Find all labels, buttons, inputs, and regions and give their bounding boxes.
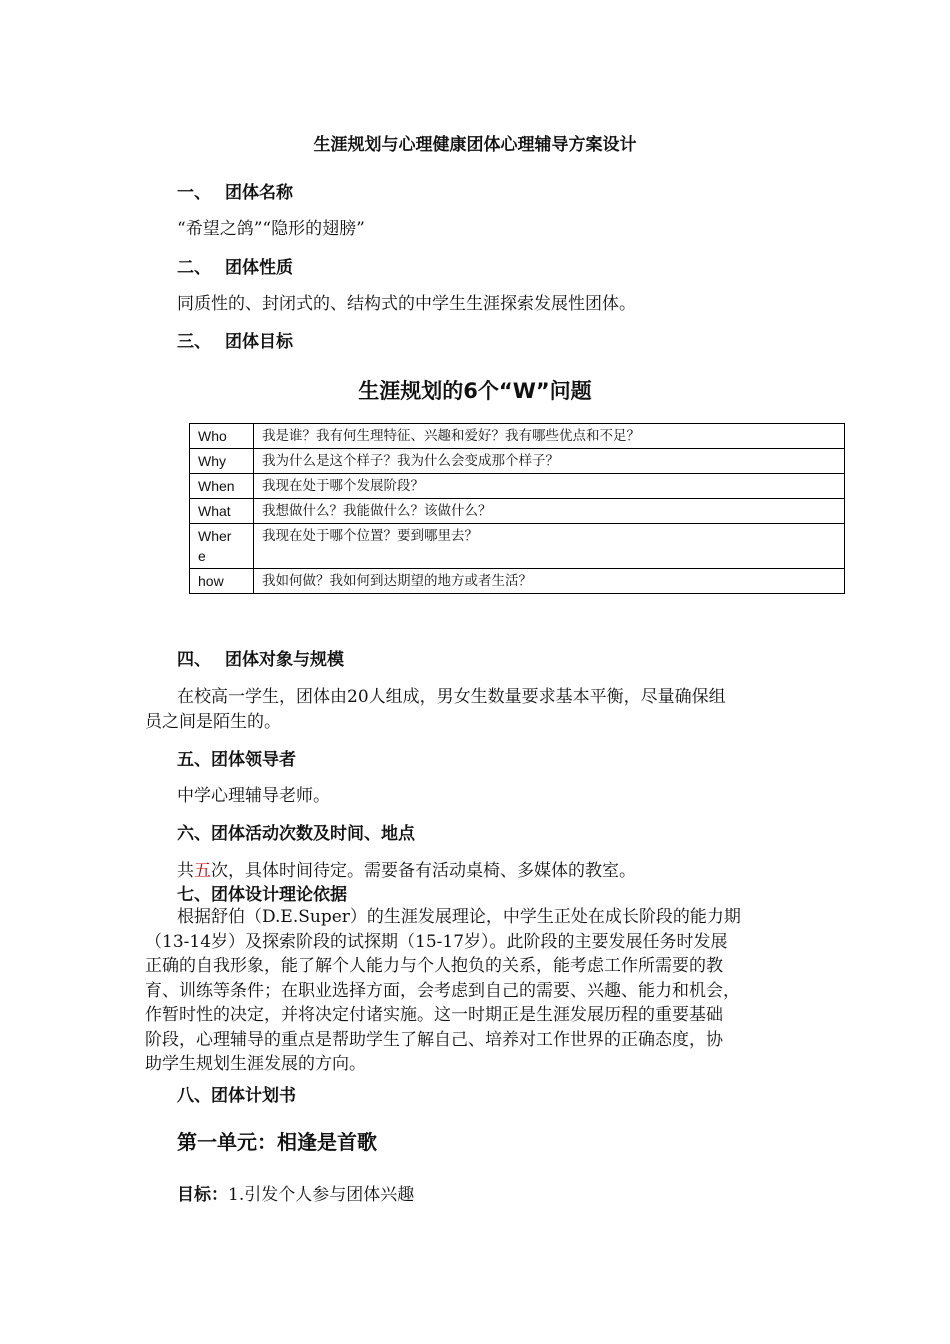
section-1-title: 团体名称: [225, 183, 293, 203]
section-6-text: [177, 856, 636, 881]
unit-1-goal: [177, 1180, 414, 1205]
section-7-line: 根据舒伯（D.E.Super）的生涯发展理论，中学生正处在成长阶段的能力期: [177, 907, 741, 927]
section-3-heading: [177, 327, 293, 352]
section-6-text-post: 次，具体时间待定。需要备有活动桌椅、多媒体的教室。: [211, 861, 636, 881]
section-7-paragraph: [145, 905, 810, 1077]
document-title: 生涯规划与心理健康团体心理辅导方案设计: [313, 135, 637, 155]
w-key-cell: Wher e: [190, 524, 254, 569]
unit-1-goal-label: 目标：: [177, 1185, 228, 1205]
table-row: [190, 474, 845, 499]
section-2-title: 团体性质: [225, 258, 293, 278]
w-question-cell: 我为什么是这个样子？我为什么会变成那个样子？: [254, 449, 845, 474]
section-2-text: 同质性的、封闭式的、结构式的中学生生涯探索发展性团体。: [177, 294, 636, 314]
section-7-line: 阶段，心理辅导的重点是帮助学生了解自己、培养对工作世界的正确态度，协: [145, 1029, 723, 1050]
section-1-text: “希望之鸽”“隐形的翅膀”: [177, 219, 365, 239]
section-4-title: 团体对象与规模: [225, 650, 344, 670]
table-row: [190, 499, 845, 524]
section-2-number: 二、: [177, 258, 211, 278]
table-row: [190, 449, 845, 474]
section-7-line: 作暂时性的决定，并将决定付诸实施。这一时期正是生涯发展历程的重要基础: [145, 1005, 723, 1025]
section-6-heading: 六、团体活动次数及时间、地点: [177, 824, 415, 844]
w-key-cell: When: [190, 474, 254, 499]
w-questions-table: [189, 423, 845, 594]
table-row: [190, 424, 845, 449]
table-row: [190, 524, 845, 569]
section-1-number: 一、: [177, 183, 211, 203]
section-5-text: 中学心理辅导老师。: [177, 786, 330, 806]
w-key-cell: Why: [190, 449, 254, 474]
unit-1-title: 第一单元：相逢是首歌: [177, 1130, 377, 1154]
section-7-line: 助学生规划生涯发展的方向。: [145, 1054, 366, 1074]
section-4-number: 四、: [177, 650, 211, 670]
w-key-cell: What: [190, 499, 254, 524]
section-4-text-line2: 员之间是陌生的。: [145, 712, 281, 732]
w-table-title: 生涯规划的6个“W”问题: [358, 379, 592, 403]
section-7-heading: 七、团体设计理论依据: [177, 885, 347, 905]
section-7-line: （13-14岁）及探索阶段的试探期（15-17岁）。此阶段的主要发展任务时发展: [145, 931, 728, 952]
section-7-line: 育、训练等条件；在职业选择方面，会考虑到自己的需要、兴趣、能力和机会，: [145, 980, 740, 1001]
w-question-cell: 我现在处于哪个位置？要到哪里去？: [254, 524, 845, 569]
w-key-cell: how: [190, 569, 254, 594]
section-2-heading: [177, 253, 293, 278]
section-7-line: 正确的自我形象，能了解个人能力与个人抱负的关系，能考虑工作所需要的教: [145, 956, 723, 976]
table-row: [190, 569, 845, 594]
section-6-text-pre: 共: [177, 861, 194, 881]
unit-1-goal-text: 1.引发个人参与团体兴趣: [228, 1185, 415, 1205]
w-key-cell: Who: [190, 424, 254, 449]
w-question-cell: 我想做什么？我能做什么？该做什么？: [254, 499, 845, 524]
section-1-heading: [177, 178, 293, 203]
section-8-heading: 八、团体计划书: [177, 1086, 296, 1106]
section-4-heading: [177, 645, 344, 670]
w-question-cell: 我是谁？我有何生理特征、兴趣和爱好？我有哪些优点和不足？: [254, 424, 845, 449]
section-6-count-highlight: 五: [194, 861, 211, 881]
section-3-number: 三、: [177, 332, 211, 352]
w-question-cell: 我如何做？我如何到达期望的地方或者生活？: [254, 569, 845, 594]
section-5-heading: 五、团体领导者: [177, 750, 296, 770]
section-3-title: 团体目标: [225, 332, 293, 352]
section-4-text-line1: 在校高一学生，团体由20人组成，男女生数量要求基本平衡，尽量确保组: [177, 687, 726, 707]
w-question-cell: 我现在处于哪个发展阶段？: [254, 474, 845, 499]
